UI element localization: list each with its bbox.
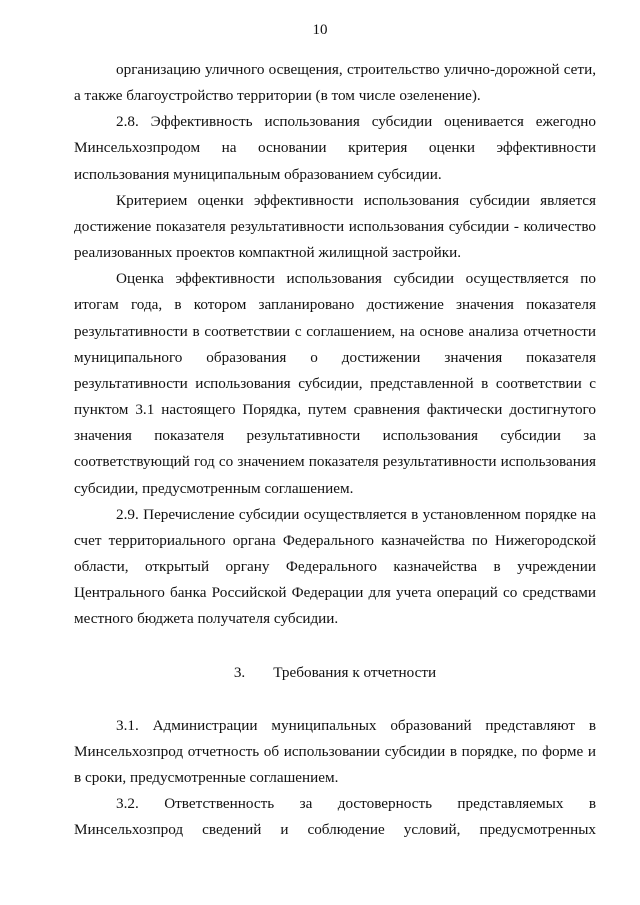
page-number: 10 (312, 22, 328, 38)
paragraph-criterion: Критерием оценки эффективности использования субсидии является достижение показателя результативности использования субсидии - количество реализованных проектов компактной жилищной застройки. (74, 191, 596, 262)
section-heading (74, 660, 596, 686)
paragraph-3-1: 3.1. Администрации муниципальных образований представляют в Минсельхозпрод отчетность об использовании субсидии в порядке, по форме и в сроки, предусмотренные соглашением. (74, 716, 596, 786)
section-title: Требования к отчетности (273, 664, 437, 682)
paragraph-2-8: 2.8. Эффективность использования субсидии оценивается ежегодно Минсельхозпродом на основании критерия оценки эффективности использования муниципальным образованием субсидии. (74, 113, 596, 183)
document-body (74, 57, 596, 843)
paragraph-2-9: 2.9. Перечисление субсидии осуществляется в установленном порядке на счет территориального органа Федерального казначейства по Нижегородской области, открытый органу Федерального казначейства в учреждении Центрального банка Российской Федерации для учета операций со средствами местного бюджета получателя субсидии. (74, 505, 596, 628)
paragraph-evaluation: Оценка эффективности использования субсидии осуществляется по итогам года, в котором запланировано достижение значения показателя результативности в соответствии с соглашением, на основе анализа отчетности муниципального образования о достижении значения показателя результативности использования субсидии, представленной в соответствии с пунктом 3.1 настоящего Порядка, путем сравнения фактически достигнутого значения показателя результативности использования субсидии за соответствующий год со значением показателя результативности использования субсидии, предусмотренным соглашением. (74, 270, 596, 497)
paragraph-3-2: 3.2. Ответственность за достоверность представляемых в Минсельхозпрод сведений и соблюдение условий, предусмотренных (74, 795, 596, 839)
section-number: 3. (233, 664, 246, 682)
paragraph-continuation: организацию уличного освещения, строительство улично-дорожной сети, а также благоустройство территории (в том числе озеленение). (74, 61, 596, 105)
